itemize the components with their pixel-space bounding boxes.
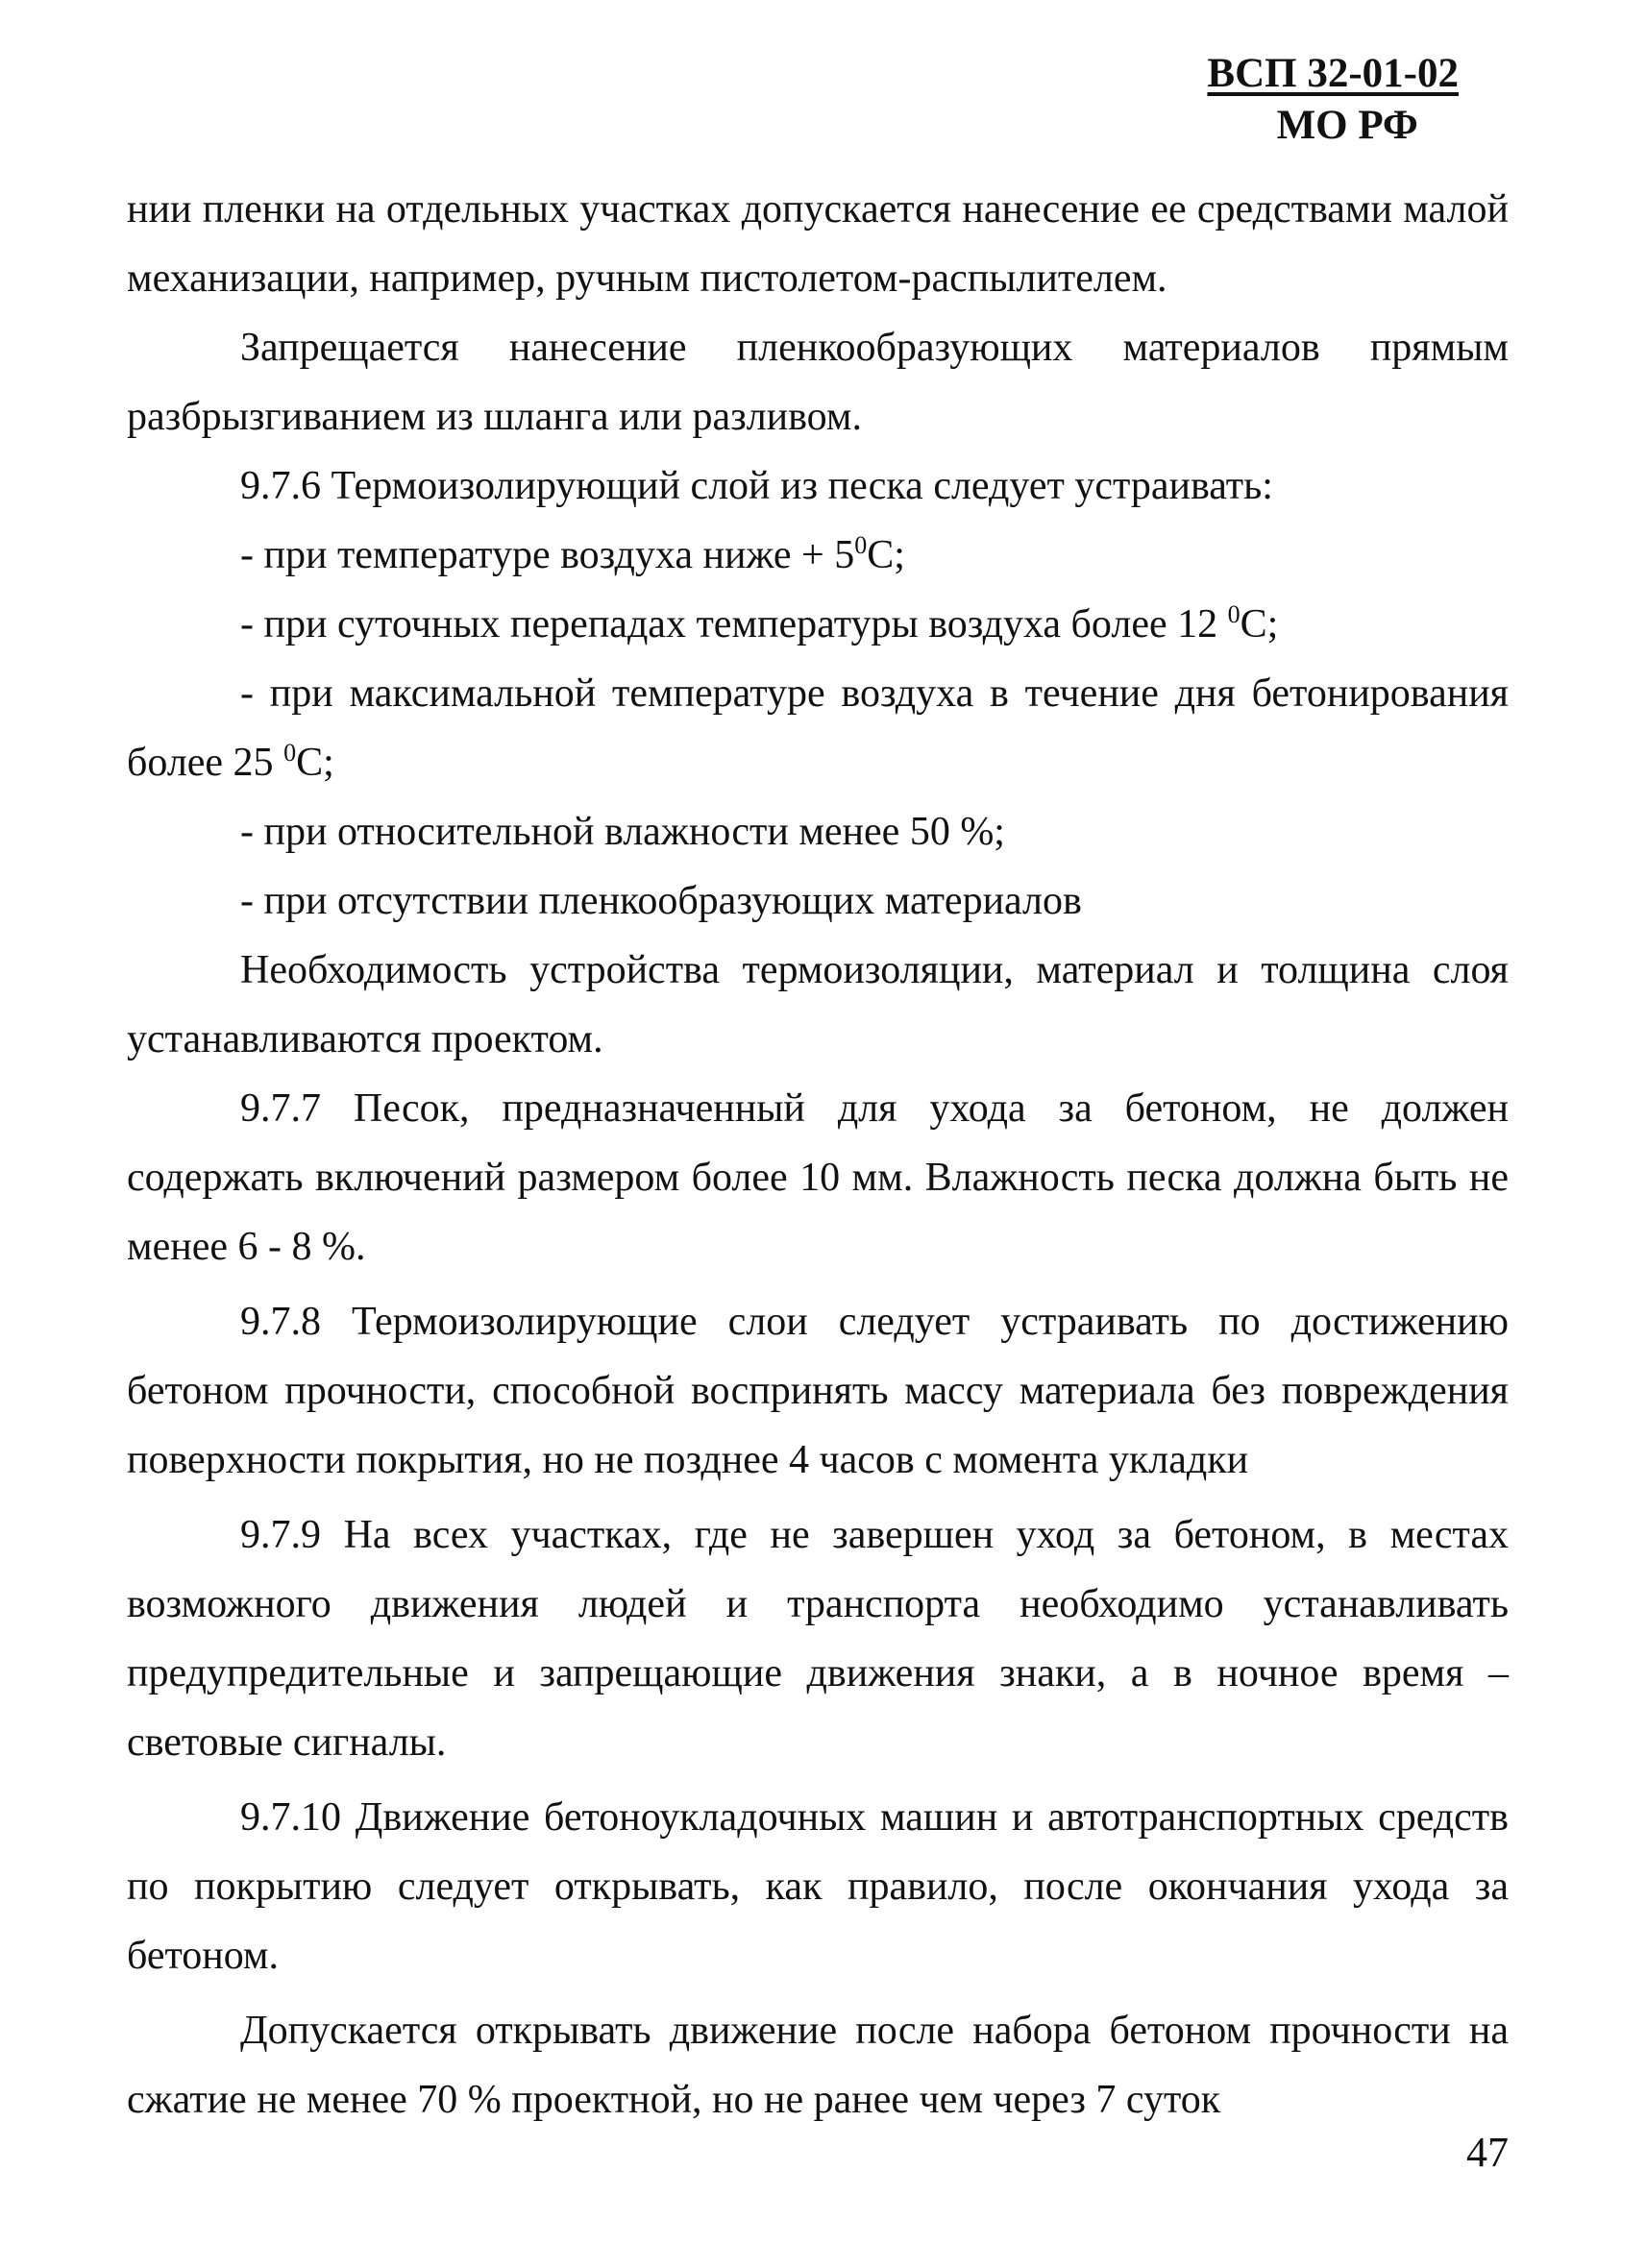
document-organization: МО РФ [1276,103,1418,148]
clause-9-7-10: 9.7.10 Движение бетоноукладочных машин и автотранспортных средств по покрытию следует открывать, как правило, после окончания ухода за бетоном. [127,1795,1509,1978]
clause-9-7-8: 9.7.8 Термоизолирующие слои следует устраивать по достижению бетоном прочности, способной воспринять массу материала без повреждения поверхности покрытия, но не позднее 4 часов с момента укладки [127,1300,1509,1482]
degree-superscript: 0 [283,739,297,767]
list-item-text: - при максимальной температуре воздуха в течение дня бетонирования более 25 [127,671,1509,785]
list-item-humidity: - при относительной влажности менее 50 %; [240,810,1005,854]
paragraph-traffic-allowed: Допускается открывать движение после набора бетоном прочности на сжатие не менее 70 % проектной, но не ранее чем через 7 суток [127,2009,1509,2122]
list-item-daily-difference [127,590,1509,659]
page-body [127,175,1509,2134]
degree-superscript: 0 [1227,600,1241,628]
paragraph-continuation: нии пленки на отдельных участках допускается нанесение ее средствами малой механизации, например, ручным пистолетом-распылителем. [127,187,1509,301]
unit-text: С; [867,533,905,577]
list-item-text: - при температуре воздуха ниже + 5 [240,533,855,577]
clause-9-7-9: 9.7.9 На всех участках, где не завершен уход за бетоном, в местах возможного движения людей и транспорта необходимо устанавливать предупредительные и запрещающие движения знаки, а в ночное время – световые сигналы. [127,1513,1509,1765]
list-item-temperature-below [127,521,1509,590]
page-number: 47 [1466,2129,1509,2176]
document-header [1207,48,1459,152]
document-code: ВСП 32-01-02 [1207,51,1459,96]
list-item-max-temperature [127,659,1509,797]
list-item-no-film-materials: - при отсутствии пленкообразующих материалов [240,879,1082,923]
clause-9-7-6: 9.7.6 Термоизолирующий слой из песка следует устраивать: [240,464,1273,508]
paragraph-thermal-insulation-necessity: Необходимость устройства термоизоляции, материал и толщина слоя устанавливаются проектом. [127,948,1509,1061]
paragraph-prohibition: Запрещается нанесение пленкообразующих материалов прямым разбрызгиванием из шланга или разливом. [127,326,1509,439]
unit-text: С; [296,741,334,785]
unit-text: С; [1240,602,1279,646]
list-item-text: - при суточных перепадах температуры воздуха более 12 [240,602,1228,646]
degree-superscript: 0 [854,531,868,559]
clause-9-7-7: 9.7.7 Песок, предназначенный для ухода за бетоном, не должен содержать включений размером более 10 мм. Влажность песка должна быть не менее 6 - 8 %. [127,1086,1509,1269]
